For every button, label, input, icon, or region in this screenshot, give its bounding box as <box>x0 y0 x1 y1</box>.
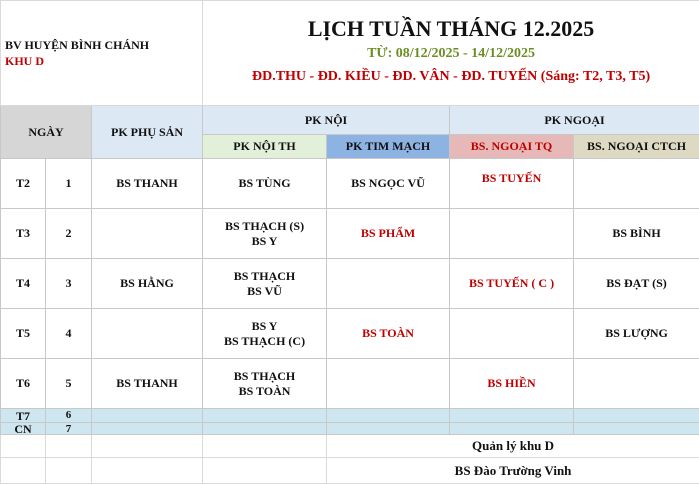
tim-mach-cell <box>327 259 450 309</box>
noi-th-doctor: BS THẠCH <box>203 269 326 284</box>
table-row <box>1 309 699 359</box>
header-pk-tim-mach: PK TIM MẠCH <box>327 135 450 159</box>
table-row <box>1 209 699 259</box>
ngoai-ctch-cell <box>574 159 699 209</box>
signature-row <box>1 458 699 484</box>
zone-label: KHU D <box>5 53 202 69</box>
day-number-cell: 6 <box>46 409 92 423</box>
noi-th-doctor: BS Y <box>203 234 326 249</box>
day-number-cell: 5 <box>46 359 92 409</box>
noi-th-doctor: BS VŨ <box>203 284 326 299</box>
header-bs-ngoai-tq: BS. NGOẠI TQ <box>450 135 574 159</box>
phu-san-cell: BS HẰNG <box>92 259 203 309</box>
hospital-name: BV HUYỆN BÌNH CHÁNH <box>5 37 202 53</box>
noi-th-doctor: BS Y <box>203 319 326 334</box>
phu-san-cell <box>92 309 203 359</box>
noi-th-doctor: BS THẠCH (S) <box>203 219 326 234</box>
page-title: LỊCH TUẦN THÁNG 12.2025 <box>203 15 699 43</box>
noi-th-doctor: BS TÙNG <box>203 176 326 191</box>
day-cell: T6 <box>1 359 46 409</box>
title-block <box>203 1 699 106</box>
day-cell: T7 <box>1 409 46 423</box>
table-row <box>1 359 699 409</box>
ngoai-tq-cell <box>450 209 574 259</box>
ngoai-ctch-cell <box>574 359 699 409</box>
ngoai-ctch-cell: BS LƯỢNG <box>574 309 699 359</box>
day-cell: CN <box>1 423 46 435</box>
header-pk-ngoai: PK NGOẠI <box>450 106 699 135</box>
nursing-staff: ĐD.THU - ĐD. KIỀU - ĐD. VÂN - ĐD. TUYẾN (Sáng: T2, T3, T5) <box>203 67 699 87</box>
tim-mach-cell: BS PHẨM <box>327 209 450 259</box>
title-row <box>1 1 699 106</box>
ngoai-ctch-cell: BS BÌNH <box>574 209 699 259</box>
ngoai-ctch-cell: BS ĐẠT (S) <box>574 259 699 309</box>
ngoai-tq-cell <box>450 309 574 359</box>
day-number-cell: 1 <box>46 159 92 209</box>
signature-row <box>1 435 699 458</box>
organization-block <box>1 1 203 106</box>
noi-th-doctor: BS THẠCH <box>203 369 326 384</box>
ngoai-tq-cell: BS TUYẾN ( C ) <box>450 259 574 309</box>
noi-th-cell <box>203 159 327 209</box>
day-cell: T5 <box>1 309 46 359</box>
noi-th-cell <box>203 309 327 359</box>
ngoai-tq-cell: BS TUYẾN <box>450 159 574 209</box>
table-row <box>1 259 699 309</box>
ngoai-tq-cell: BS HIỀN <box>450 359 574 409</box>
tim-mach-cell: BS NGỌC VŨ <box>327 159 450 209</box>
header-pk-phu-san: PK PHỤ SẢN <box>92 106 203 159</box>
phu-san-cell: BS THANH <box>92 359 203 409</box>
day-number-cell: 2 <box>46 209 92 259</box>
noi-th-cell <box>203 359 327 409</box>
day-number-cell: 3 <box>46 259 92 309</box>
noi-th-cell <box>203 259 327 309</box>
tim-mach-cell <box>327 359 450 409</box>
header-pk-noi-th: PK NỘI TH <box>203 135 327 159</box>
day-cell: T2 <box>1 159 46 209</box>
header-bs-ngoai-ctch: BS. NGOẠI CTCH <box>574 135 699 159</box>
manager-title: Quản lý khu D <box>327 435 699 458</box>
table-row <box>1 159 699 209</box>
header-pk-noi: PK NỘI <box>203 106 450 135</box>
noi-th-doctor: BS TOÀN <box>203 384 326 399</box>
day-cell: T4 <box>1 259 46 309</box>
group-header-row <box>1 106 699 135</box>
tim-mach-cell: BS TOÀN <box>327 309 450 359</box>
phu-san-cell: BS THANH <box>92 159 203 209</box>
day-cell: T3 <box>1 209 46 259</box>
manager-name: BS Đào Trường Vinh <box>327 458 699 484</box>
weekend-row <box>1 423 699 435</box>
noi-th-doctor: BS THẠCH (C) <box>203 334 326 349</box>
date-range: TỪ: 08/12/2025 - 14/12/2025 <box>203 45 699 63</box>
day-number-cell: 4 <box>46 309 92 359</box>
phu-san-cell <box>92 209 203 259</box>
header-ngay: NGÀY <box>1 106 92 159</box>
weekend-row <box>1 409 699 423</box>
day-number-cell: 7 <box>46 423 92 435</box>
noi-th-cell <box>203 209 327 259</box>
